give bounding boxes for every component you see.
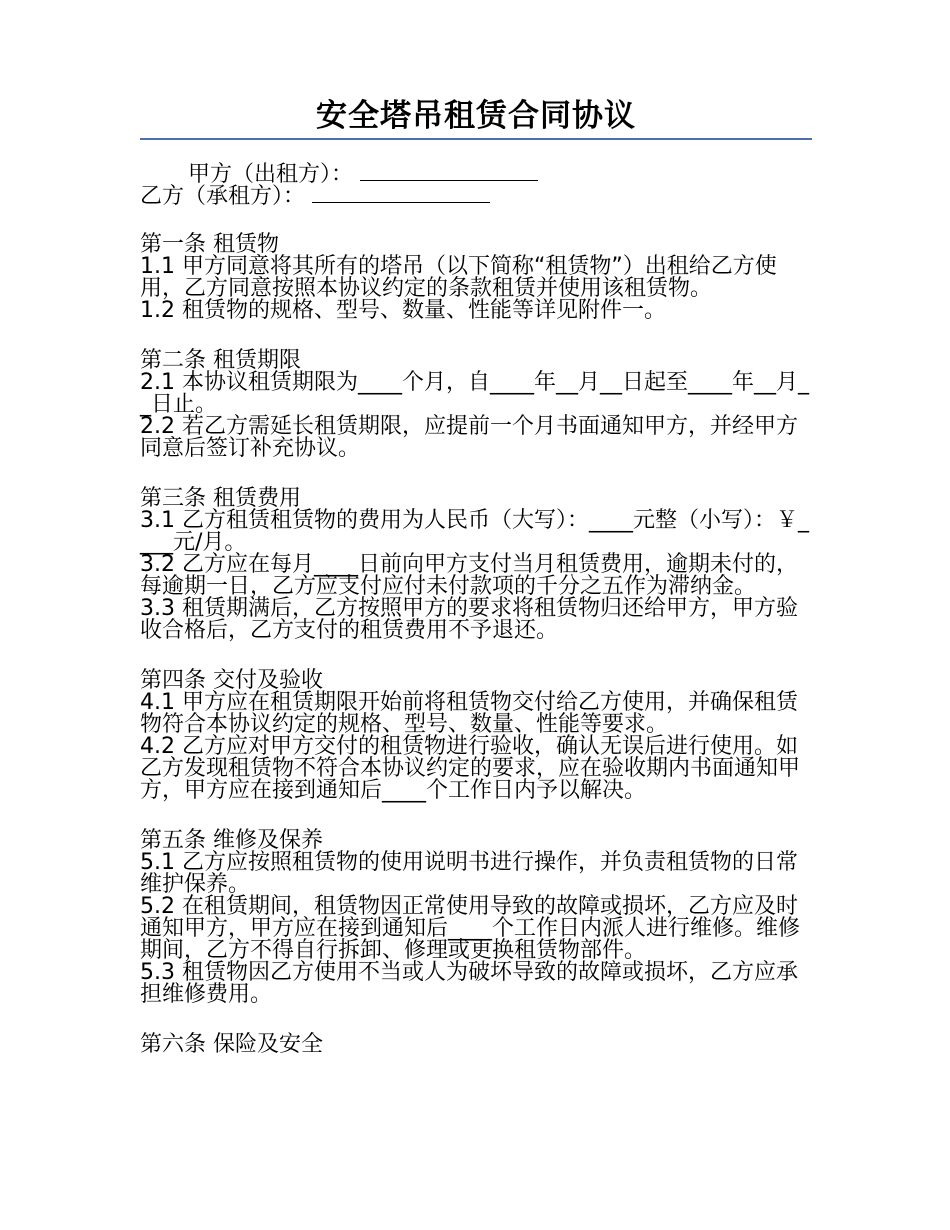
section-heading: 第四条 交付及验收 (140, 668, 323, 693)
clause-5-2: 5.2 在租赁期间，租赁物因正常使用导致的故障或损坏，乙方应及时通知甲方，甲方应在接到通知后____个工作日内派人进行维修。维修期间，乙方不得自行拆卸、修理或更换租赁物部件。 (140, 894, 801, 963)
contract-page (140, 96, 812, 1056)
clause-2-2: 2.2 若乙方需延长租赁期限，应提前一个月书面通知甲方，并经甲方同意后签订补充协议。 (140, 414, 798, 461)
section-3 (140, 488, 812, 642)
clause-5-3: 5.3 租赁物因乙方使用不当或人为破坏导致的故障或损坏，乙方应承担维修费用。 (140, 960, 798, 1007)
section-heading: 第一条 租赁物 (140, 232, 279, 257)
clause-2-1: 2.1 本协议租赁期限为____个月，自____年__月__日起至____年__月__日止。 (140, 370, 809, 417)
clause-4-1: 4.1 甲方应在租赁期限开始前将租赁物交付给乙方使用，并确保租赁物符合本协议约定的规格、型号、数量、性能等要求。 (140, 690, 798, 737)
section-heading: 第三条 租赁费用 (140, 486, 301, 511)
section-2 (140, 350, 812, 460)
party-a-line (140, 164, 812, 186)
section-heading: 第五条 维修及保养 (140, 828, 323, 853)
clause-1-2: 1.2 租赁物的规格、型号、数量、性能等详见附件一。 (140, 298, 666, 323)
party-b-line (140, 186, 812, 208)
clause-3-1: 3.1 乙方租赁租赁物的费用为人民币（大写）：____元整（小写）：￥____元/月。 (140, 508, 809, 555)
document-title: 安全塔吊租赁合同协议 (316, 98, 636, 134)
party-b-blank[interactable] (312, 186, 490, 203)
clause-3-3: 3.3 租赁期满后，乙方按照甲方的要求将租赁物归还给甲方，甲方验收合格后，乙方支付的租赁费用不予退还。 (140, 596, 798, 643)
clause-1-1: 1.1 甲方同意将其所有的塔吊（以下简称“租赁物”）出租给乙方使用，乙方同意按照本协议约定的条款租赁并使用该租赁物。 (140, 254, 777, 301)
section-1 (140, 234, 812, 322)
clause-4-2: 4.2 乙方应对甲方交付的租赁物进行验收，确认无误后进行使用。如乙方发现租赁物不符合本协议约定的要求，应在验收期内书面通知甲方，甲方应在接到通知后____个工作日内予以解决。 (140, 734, 801, 803)
section-4 (140, 670, 812, 802)
section-6 (140, 1034, 812, 1056)
party-b-label: 乙方（承租方）： (140, 184, 306, 209)
section-heading: 第六条 保险及安全 (140, 1032, 323, 1057)
party-a-blank[interactable] (360, 164, 538, 181)
party-a-label: 甲方（出租方）： (188, 162, 354, 187)
clause-5-1: 5.1 乙方应按照租赁物的使用说明书进行操作，并负责租赁物的日常维护保养。 (140, 850, 798, 897)
clause-3-2: 3.2 乙方应在每月____日前向甲方支付当月租赁费用，逾期未付的，每逾期一日，乙方应支付应付未付款项的千分之五作为滞纳金。 (140, 552, 798, 599)
section-heading: 第二条 租赁期限 (140, 348, 301, 373)
section-5 (140, 830, 812, 1006)
title-underline (140, 138, 812, 140)
